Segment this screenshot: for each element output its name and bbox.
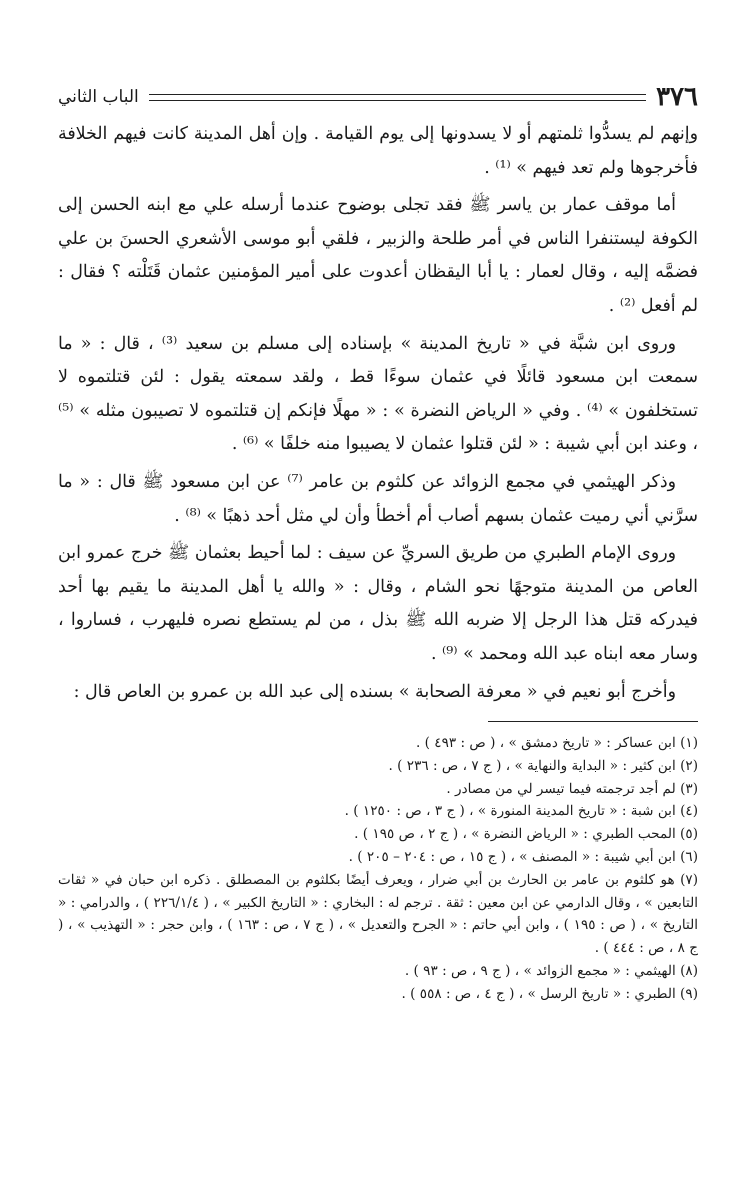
- paragraph: أما موقف عمار بن ياسر ﷺ فقد تجلى بوضوح عندما أرسله علي مع ابنه الحسن إلى الكوفة ليستنفرا الناس في أمر طلحة والزبير ، فلقي أبو موسى الأشعري الحسنَ بن علي فضمَّه إليه ، وقال لعمار : يا أبا اليقظان أعدوت على أمير المؤمنين عثمان قَتَلْته ؟ فقال : لم أفعل ⁽²⁾ .: [58, 195, 698, 316]
- header-rule: [149, 94, 646, 101]
- footnote: (٩) الطبري : « تاريخ الرسل » ، ( ج ٤ ، ص : ٥٥٨ ) .: [401, 985, 698, 1002]
- paragraph: وروى الإمام الطبري من طريق السريِّ عن سيف : لما أحيط بعثمان ﷺ خرج عمرو ابن العاص من المدينة متوجهًا نحو الشام ، وقال : « والله يا أهل المدينة ما يقيم بها أحد فيدركه قتل هذا الرجل إلا ضربه الله ﷺ بذل ، من لم يستطع نصره فليهرب ، فساروا ، وسار معه ابناه عبد الله ومحمد » ⁽⁹⁾ .: [58, 543, 698, 664]
- footnote-separator: [488, 721, 698, 722]
- footnote: (٨) الهيثمي : « مجمع الزوائد » ، ( ج ٩ ، ص : ٩٣ ) .: [404, 963, 698, 980]
- footnote: (٤) ابن شبة : « تاريخ المدينة المنورة » ، ( ج ٣ ، ص : ١٢٥٠ ) .: [344, 803, 698, 820]
- page-number: ٣٧٦: [656, 82, 698, 112]
- footnote: (٥) المحب الطبري : « الرياض النضرة » ، ( ج ٢ ، ص ١٩٥ ) .: [354, 826, 698, 843]
- footnotes: [58, 732, 698, 1006]
- paragraph: وذكر الهيثمي في مجمع الزوائد عن كلثوم بن عامر ⁽⁷⁾ عن ابن مسعود ﷺ قال : « ما سرَّني أني رميت عثمان بسهم أصاب أم أخطأ وأن لي مثل أحد ذهبًا » ⁽⁸⁾ .: [58, 471, 698, 526]
- paragraph: وإنهم لم يسدُّوا ثلمتهم أو لا يسدونها إلى يوم القيامة . وإن أهل المدينة كانت فيهم الخلافة فأخرجوها ولم تعد فيهم » ⁽¹⁾ .: [58, 124, 698, 178]
- book-page: [58, 80, 698, 1006]
- footnote: (٦) ابن أبي شيبة : « المصنف » ، ( ج ١٥ ، ص : ٢٠٤ – ٢٠٥ ) .: [348, 849, 698, 866]
- page-header: [58, 80, 698, 114]
- footnote: (١) ابن عساكر : « تاريخ دمشق » ، ( ص : ٤٩٣ ) .: [416, 735, 698, 752]
- footnote: (٢) ابن كثير : « البداية والنهاية » ، ( ج ٧ ، ص : ٢٣٦ ) .: [388, 757, 698, 774]
- body-text: [58, 118, 698, 709]
- footnote: (٣) لم أجد ترجمته فيما تيسر لي من مصادر .: [446, 780, 698, 797]
- paragraph: وروى ابن شبَّة في « تاريخ المدينة » بإسناده إلى مسلم بن سعيد ⁽³⁾ ، قال : « ما سمعت ابن مسعود قائلًا في عثمان سوءًا قط ، ولقد سمعته يقول : لئن قتلتموه لا تستخلفون » ⁽⁴⁾ . وفي « الرياض النضرة » : « مهلًا فإنكم إن قتلتموه لا تصيبون مثله » ⁽⁵⁾ ، وعند ابن أبي شيبة : « لئن قتلوا عثمان لا يصيبوا منه خلفًا » ⁽⁶⁾ .: [58, 333, 698, 455]
- paragraph: وأخرج أبو نعيم في « معرفة الصحابة » بسنده إلى عبد الله بن عمرو بن العاص قال :: [73, 681, 676, 702]
- footnote: (٧) هو كلثوم بن عامر بن الحارث بن أبي ضرار ، ويعرف أيضًا بكلثوم بن المصطلق . ذكره ابن حبان في « ثقات التابعين » ، وقال الدارمي عن ابن معين : ثقة . ترجم له : البخاري : « التاريخ الكبير » ، ( ٢٢٦/١/٤ ) ، والدرامي : « التاريخ » ، ( ص : ١٩٥ ) ، وابن أبي حاتم : « الجرح والتعديل » ، ( ج ٧ ، ص : ١٦٣ ) ، وابن حجر : « التهذيب » ، ( ج ٨ ، ص : ٤٤٤ ) .: [58, 871, 699, 957]
- chapter-title: الباب الثاني: [58, 87, 139, 107]
